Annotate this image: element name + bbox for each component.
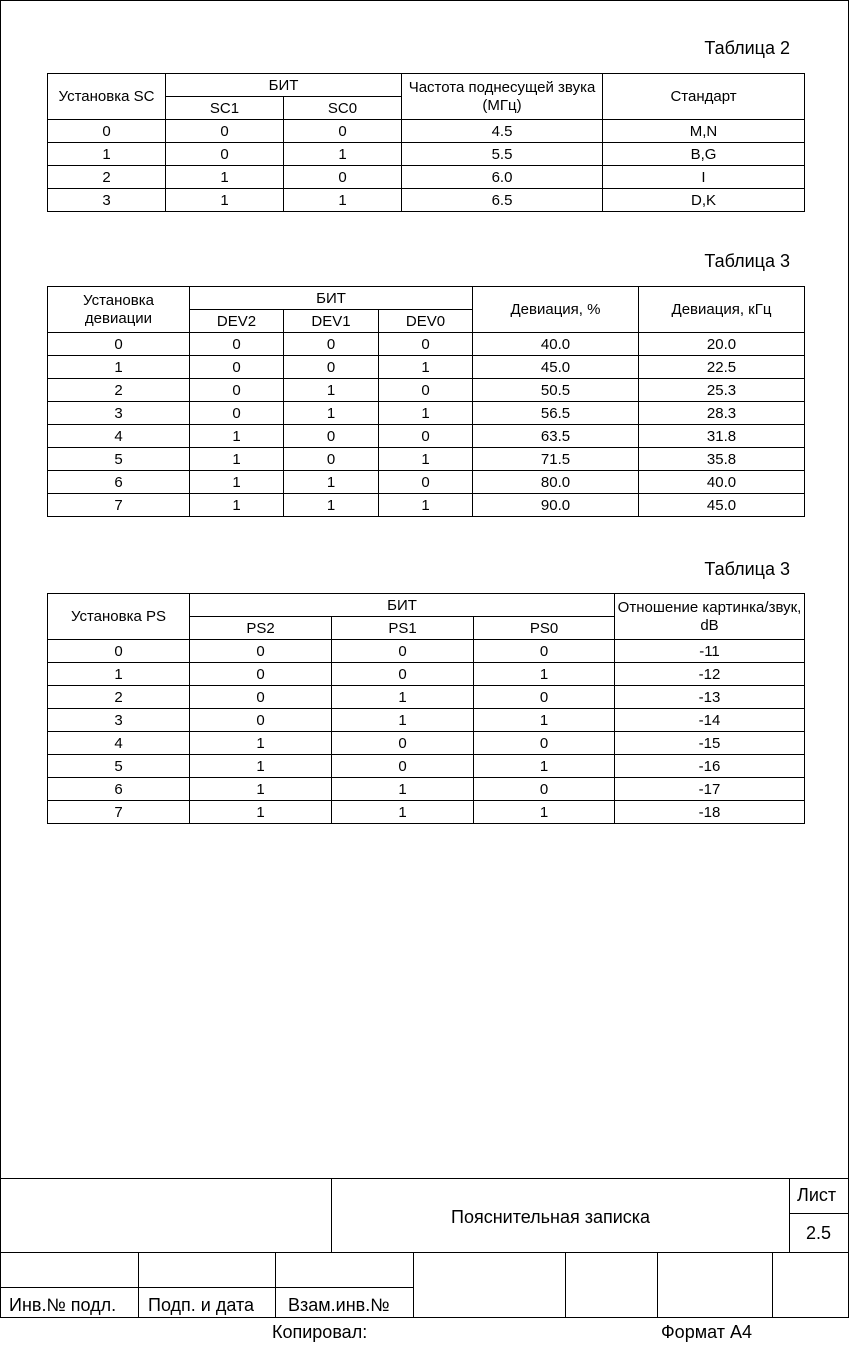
table-cell: 0 [48,640,190,663]
table-cell: 4 [48,425,190,448]
table4-header-bit: БИТ [190,594,615,617]
table3-header-setting: Установка девиации [48,287,190,333]
table-cell: 1 [48,143,166,166]
table-cell: 4 [48,732,190,755]
table-cell: 1 [474,709,615,732]
table-cell: 1 [48,356,190,379]
table4-caption: Таблица 3 [704,559,790,579]
table-cell: 0 [190,333,284,356]
table-cell: 0 [284,448,379,471]
table-row [48,425,805,448]
table-cell: 0 [284,356,379,379]
table-cell: 3 [48,402,190,425]
table-cell: 28.3 [639,402,805,425]
table-cell: 1 [284,471,379,494]
table-cell: 63.5 [473,425,639,448]
table-cell: 0 [284,166,402,189]
table-cell: M,N [603,120,805,143]
table-row [48,709,805,732]
table-cell: 1 [332,686,474,709]
table-cell: 45.0 [473,356,639,379]
copied-by-label: Копировал: [272,1322,368,1342]
inventory-label: Инв.№ подл. [9,1295,117,1315]
table3-header-deviation-percent: Девиация, % [473,287,639,333]
table-cell: 35.8 [639,448,805,471]
table-row [48,356,805,379]
table-cell: 1 [190,778,332,801]
table-row [48,166,805,189]
table-cell: 0 [332,663,474,686]
table-cell: 6 [48,778,190,801]
table-cell: 0 [474,686,615,709]
table-cell: 0 [332,755,474,778]
table-cell: -14 [615,709,805,732]
table-row [48,732,805,755]
table-cell: 1 [190,755,332,778]
sheet-number: 2.5 [806,1223,832,1243]
table-row [48,778,805,801]
table-cell: D,K [603,189,805,212]
table-cell: -17 [615,778,805,801]
table-cell: 0 [474,732,615,755]
table-cell: 90.0 [473,494,639,517]
signature-date-label: Подп. и дата [148,1295,255,1315]
table-cell: 0 [190,379,284,402]
table-cell: 0 [166,143,284,166]
table-cell: 1 [332,778,474,801]
table-cell: 5.5 [402,143,603,166]
table-cell: 1 [474,755,615,778]
table2-header-sc0: SC0 [284,97,402,120]
table-cell: 5 [48,755,190,778]
table-cell: 0 [474,640,615,663]
table2-header-bit: БИТ [166,74,402,97]
sheet-label: Лист [797,1185,837,1205]
table-cell: 1 [379,448,473,471]
table-cell: 0 [190,640,332,663]
table-cell: 0 [332,732,474,755]
table-cell: 0 [284,333,379,356]
table-cell: 0 [48,333,190,356]
table-cell: 7 [48,801,190,824]
table2-header-sc1: SC1 [166,97,284,120]
table-cell: 1 [190,471,284,494]
table-row [48,120,805,143]
table-cell: -18 [615,801,805,824]
replacement-inventory-label: Взам.инв.№ [288,1295,390,1315]
table-cell: 1 [166,189,284,212]
table-cell: 2 [48,686,190,709]
table-cell: 6.5 [402,189,603,212]
table-cell: 1 [190,494,284,517]
table-cell: 0 [190,402,284,425]
table-cell: 0 [190,356,284,379]
document-title: Пояснительная записка [451,1207,651,1227]
table-cell: 3 [48,189,166,212]
table-cell: 2 [48,379,190,402]
table-row [48,686,805,709]
table-cell: I [603,166,805,189]
table-cell: 5 [48,448,190,471]
format-label: Формат А4 [661,1322,752,1342]
table-cell: -12 [615,663,805,686]
table-cell: 6 [48,471,190,494]
table-row [48,333,805,356]
table-cell: 0 [190,663,332,686]
table-cell: 0 [166,120,284,143]
table3-header-dev0: DEV0 [379,310,473,333]
table-cell: 1 [474,663,615,686]
table3-header-dev2: DEV2 [190,310,284,333]
table-cell: 0 [474,778,615,801]
table-cell: 0 [190,686,332,709]
table4 [47,593,805,824]
table-row [48,471,805,494]
table-row [48,494,805,517]
table-row [48,801,805,824]
table2-caption: Таблица 2 [704,38,790,58]
table-cell: 1 [474,801,615,824]
table-cell: 1 [284,402,379,425]
table-cell: 0 [379,379,473,402]
table-cell: 1 [332,709,474,732]
table-cell: 25.3 [639,379,805,402]
table-cell: 0 [284,425,379,448]
table-cell: 1 [284,379,379,402]
table-cell: -16 [615,755,805,778]
table-cell: 0 [284,120,402,143]
table-cell: 1 [332,801,474,824]
table-cell: 50.5 [473,379,639,402]
table-row [48,755,805,778]
table-row [48,448,805,471]
table3-header-deviation-khz: Девиация, кГц [639,287,805,333]
table-cell: -15 [615,732,805,755]
table4-header-ps2: PS2 [190,617,332,640]
table-cell: 1 [284,143,402,166]
table-cell: 80.0 [473,471,639,494]
table-cell: 1 [48,663,190,686]
table-cell: 1 [166,166,284,189]
table-cell: 6.0 [402,166,603,189]
table4-header-ps0: PS0 [474,617,615,640]
table2-header-standard: Стандарт [603,74,805,120]
table-cell: 7 [48,494,190,517]
table-cell: 0 [190,709,332,732]
title-block [0,1178,849,1318]
table-row [48,189,805,212]
table-cell: 1 [284,189,402,212]
table3-caption: Таблица 3 [704,251,790,271]
table-cell: 1 [190,732,332,755]
table-row [48,402,805,425]
table-cell: 0 [379,471,473,494]
table-cell: 45.0 [639,494,805,517]
table-cell: 0 [379,425,473,448]
table-cell: 40.0 [473,333,639,356]
table-cell: 2 [48,166,166,189]
table-cell: 4.5 [402,120,603,143]
table-cell: 0 [48,120,166,143]
table3-header-bit: БИТ [190,287,473,310]
table2-header-frequency: Частота поднесущей звука (МГц) [402,74,603,120]
table-cell: 0 [332,640,474,663]
table-cell: 1 [379,402,473,425]
table-cell: 1 [284,494,379,517]
table-row [48,663,805,686]
table4-header-ratio: Отношение картинка/звук, dB [615,594,805,640]
table-cell: 1 [190,425,284,448]
table-cell: 71.5 [473,448,639,471]
table-cell: 1 [379,356,473,379]
table-cell: 20.0 [639,333,805,356]
table-row [48,143,805,166]
table-cell: 3 [48,709,190,732]
table-cell: -11 [615,640,805,663]
table-cell: 1 [190,801,332,824]
table-row [48,640,805,663]
table-cell: 31.8 [639,425,805,448]
table-cell: 1 [190,448,284,471]
table-row [48,379,805,402]
table3-header-dev1: DEV1 [284,310,379,333]
table4-header-ps1: PS1 [332,617,474,640]
table2 [47,73,805,212]
table-cell: 0 [379,333,473,356]
table3 [47,286,805,517]
table-cell: 40.0 [639,471,805,494]
table-cell: B,G [603,143,805,166]
table-cell: 22.5 [639,356,805,379]
table-cell: 1 [379,494,473,517]
table-cell: 56.5 [473,402,639,425]
table2-header-setting: Установка SC [48,74,166,120]
table-cell: -13 [615,686,805,709]
table4-header-setting: Установка PS [48,594,190,640]
